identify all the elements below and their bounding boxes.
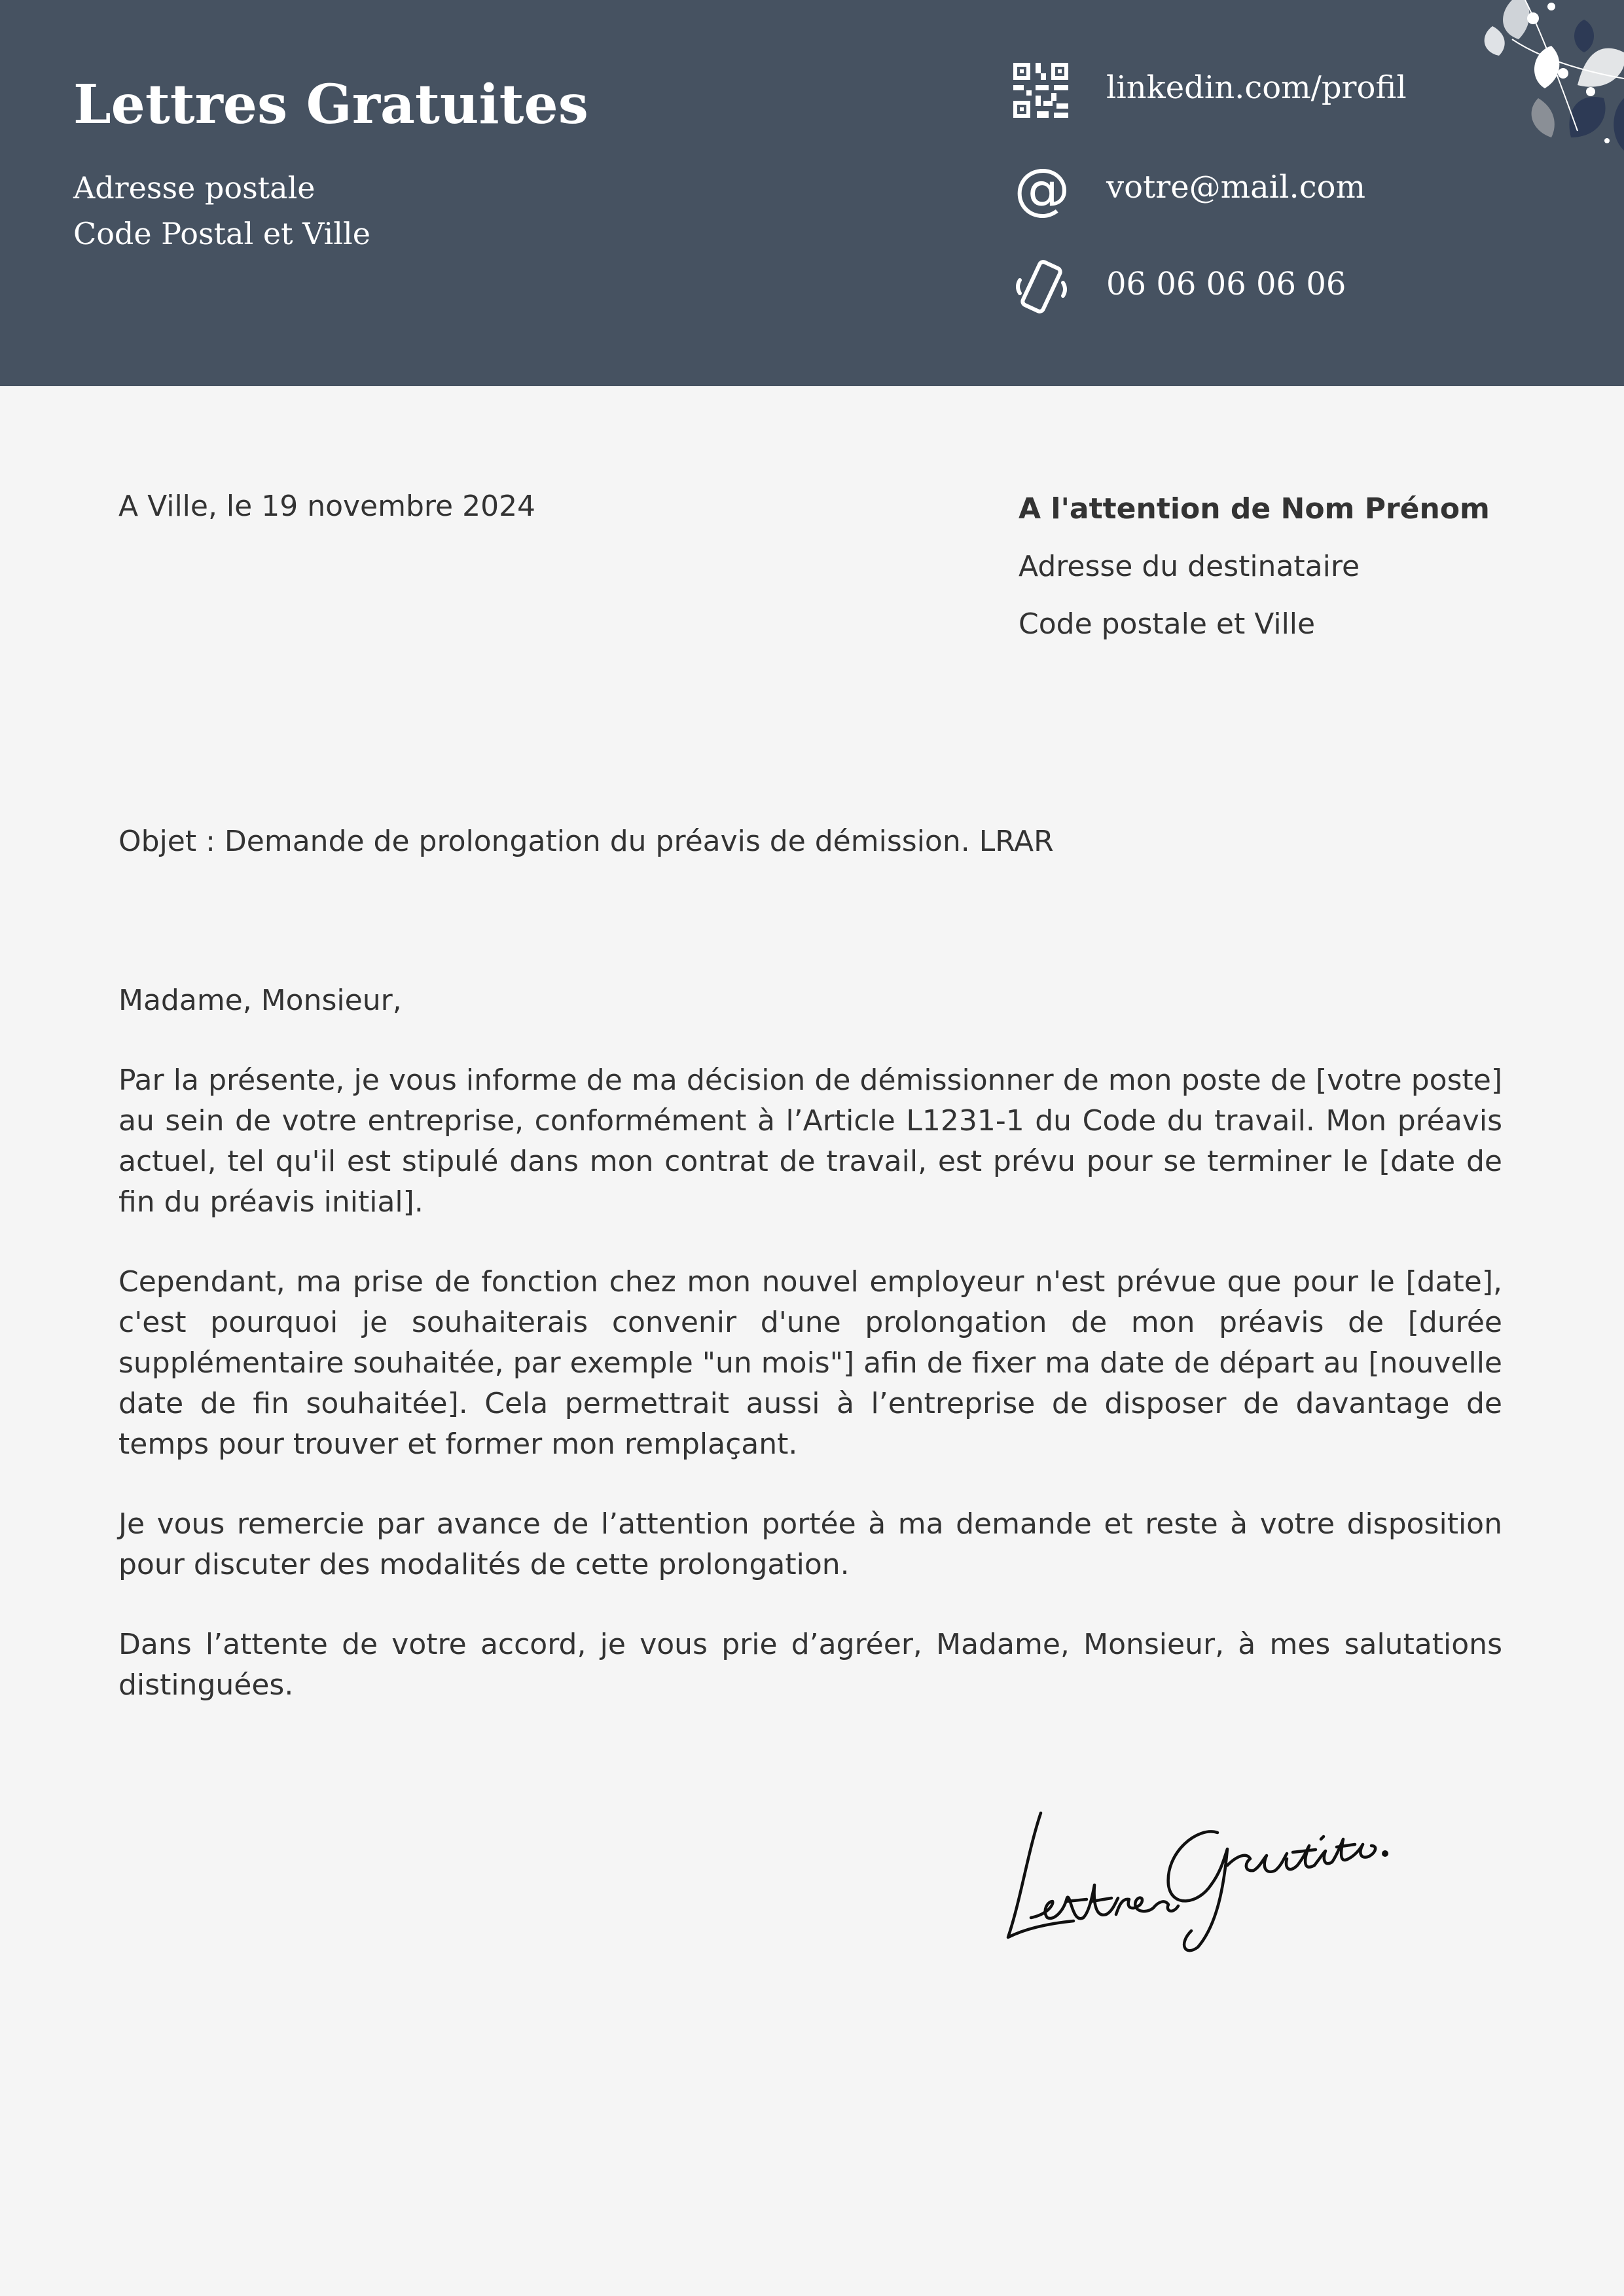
letter-date: A Ville, le 19 novembre 2024	[118, 490, 536, 523]
phone-text: 06 06 06 06 06	[1106, 266, 1346, 302]
contact-linkedin	[1011, 60, 1495, 126]
letter-subject: Objet : Demande de prolongation du préavis de démission. LRAR	[118, 825, 1054, 858]
paragraph: Je vous remercie par avance de l’attention portée à ma demande et reste à votre disposition pour discuter des modalités de cette prolongation.	[118, 1507, 1502, 1581]
recipient-city: Code postale et Ville	[1019, 607, 1316, 641]
letter-header	[0, 0, 1624, 386]
greeting: Madame, Monsieur,	[118, 984, 402, 1017]
linkedin-text: linkedin.com/profil	[1106, 69, 1407, 106]
contact-email	[1011, 160, 1495, 225]
email-text: votre@mail.com	[1106, 169, 1366, 206]
paragraph: Cependant, ma prise de fonction chez mon nouvel employeur n'est prévue que pour le [date], c'est pourquoi je souhaiterais convenir d'une prolongation de mon préavis de [durée supplémentaire souhaitée, par exemple "un mois"] afin de fixer ma date de départ au [nouvelle date de fin souhaitée]. Cela permettrait aussi à l’entreprise de disposer de davantage de temps pour trouver et former mon remplaçant.	[118, 1265, 1502, 1461]
recipient-name: A l'attention de Nom Prénom	[1019, 492, 1490, 526]
recipient-block	[1019, 490, 1490, 662]
paragraph: Dans l’attente de votre accord, je vous prie d’agréer, Madame, Monsieur, à mes salutations distinguées.	[118, 1628, 1502, 1702]
letter-body	[118, 980, 1502, 1745]
sender-address-line: Adresse postale	[73, 170, 316, 206]
qr-code-icon	[1011, 60, 1074, 123]
mobile-phone-icon	[1011, 257, 1074, 319]
sender-address	[73, 165, 370, 257]
svg-text:@: @	[1014, 160, 1070, 222]
at-sign-icon	[1011, 160, 1074, 223]
recipient-address: Adresse du destinataire	[1019, 550, 1360, 583]
paragraph: Par la présente, je vous informe de ma décision de démissionner de mon poste de [votre poste] au sein de votre entreprise, conformément à l’Article L1231-1 du Code du travail. Mon préavis actuel, tel qu'il est stipulé dans mon contrat de travail, est prévu pour se terminer le [date de fin du préavis initial].	[118, 1064, 1502, 1219]
sender-city-line: Code Postal et Ville	[73, 216, 370, 251]
sender-name: Lettres Gratuites	[73, 73, 588, 136]
floral-decoration	[1473, 0, 1624, 157]
contact-phone	[1011, 257, 1495, 322]
handwritten-signature	[1001, 1793, 1394, 1957]
